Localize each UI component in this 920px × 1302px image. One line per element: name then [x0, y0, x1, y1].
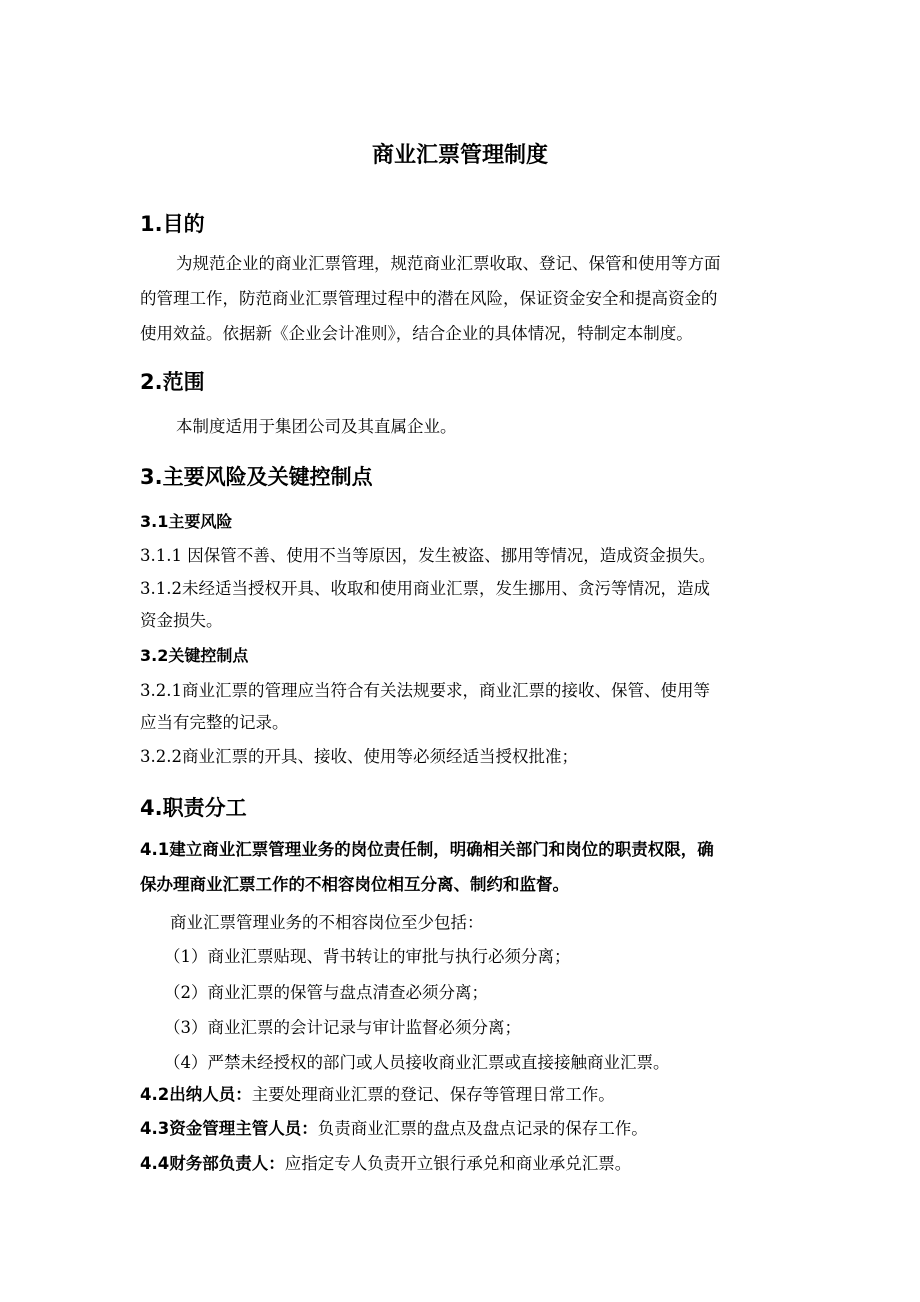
section-3-heading: 3.主要风险及关键控制点 [140, 465, 373, 489]
section-3-2-line: 3.2.1商业汇票的管理应当符合有关法规要求，商业汇票的接收、保管、使用等 [140, 681, 710, 700]
document-title: 商业汇票管理制度 [371, 143, 548, 168]
role-label: 4.3资金管理主管人员： [140, 1119, 318, 1138]
role-label: 4.4财务部负责人： [140, 1154, 285, 1173]
role-label: 4.2出纳人员： [140, 1085, 252, 1104]
section-3-1-line: 资金损失。 [140, 611, 223, 630]
section-2-paragraph: 本制度适用于集团公司及其直属企业。 [176, 417, 457, 436]
list-item: （3）商业汇票的会计记录与审计监督必须分离； [164, 1018, 521, 1037]
list-item: （1）商业汇票贴现、背书转让的审批与执行必须分离； [164, 947, 571, 966]
section-4-1-bold-line: 4.1建立商业汇票管理业务的岗位责任制，明确相关部门和岗位的职责权限，确 [140, 840, 714, 859]
section-3-2-line: 应当有完整的记录。 [140, 713, 289, 732]
role-line-cashier [140, 1081, 615, 1105]
section-3-1-line: 3.1.1 因保管不善、使用不当等原因，发生被盗、挪用等情况，造成资金损失。 [140, 546, 716, 565]
section-2-heading: 2.范围 [140, 370, 205, 394]
section-1-paragraph-line: 的管理工作，防范商业汇票管理过程中的潜在风险，保证资金安全和提高资金的 [140, 289, 718, 308]
role-line-finance-head [140, 1150, 631, 1174]
section-4-1-intro: 商业汇票管理业务的不相容岗位至少包括： [170, 913, 484, 932]
section-4-heading: 4.职责分工 [140, 796, 247, 820]
section-3-2-heading: 3.2关键控制点 [140, 646, 249, 665]
list-item: （4）严禁未经授权的部门或人员接收商业汇票或直接接触商业汇票。 [164, 1053, 670, 1072]
section-3-1-heading: 3.1主要风险 [140, 512, 233, 531]
section-4-1-bold-line: 保办理商业汇票工作的不相容岗位相互分离、制约和监督。 [140, 875, 569, 894]
section-1-paragraph-line: 使用效益。依据新《企业会计准则》，结合企业的具体情况，特制定本制度。 [140, 324, 693, 343]
list-item: （2）商业汇票的保管与盘点清查必须分离； [164, 983, 488, 1002]
role-text: 应指定专人负责开立银行承兑和商业承兑汇票。 [284, 1154, 632, 1173]
section-1-heading: 1.目的 [140, 212, 205, 236]
role-text: 主要处理商业汇票的登记、保存等管理日常工作。 [251, 1085, 615, 1104]
section-3-1-line: 3.1.2未经适当授权开具、收取和使用商业汇票，发生挪用、贪污等情况，造成 [140, 579, 710, 598]
role-line-fund-manager [140, 1115, 648, 1139]
section-1-paragraph-line: 为规范企业的商业汇票管理，规范商业汇票收取、登记、保管和使用等方面 [176, 254, 721, 273]
section-3-2-line: 3.2.2商业汇票的开具、接收、使用等必须经适当授权批准； [140, 747, 578, 766]
role-text: 负责商业汇票的盘点及盘点记录的保存工作。 [317, 1119, 648, 1138]
